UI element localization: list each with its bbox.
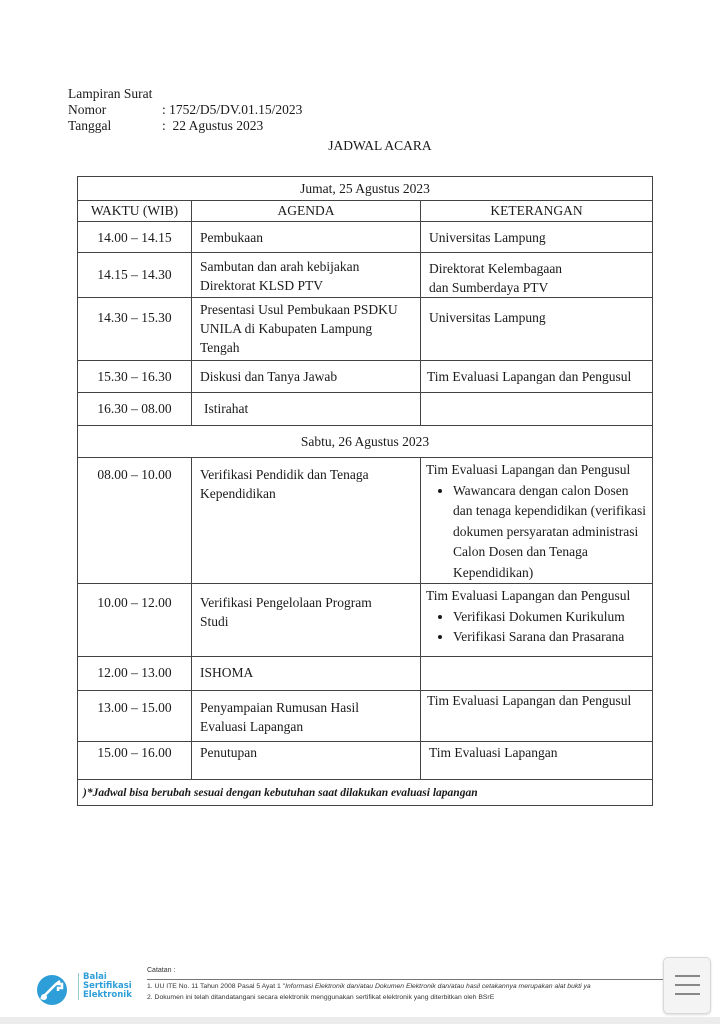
footer-note-1: [147, 983, 667, 990]
hamburger-menu-icon: [675, 975, 700, 977]
time-cell: 14.30 – 15.30: [78, 298, 192, 361]
col-header-keterangan: KETERANGAN: [421, 201, 653, 222]
time-cell: 12.00 – 13.00: [78, 657, 192, 691]
keterangan-cell: [421, 393, 653, 426]
note-row: [78, 780, 653, 806]
agenda-cell: Verifikasi Pengelolaan Program Studi: [192, 584, 421, 657]
keterangan-line: Direktorat Kelembagaan: [429, 261, 563, 276]
nomor-value: : 1752/D5/DV.01.15/2023: [162, 102, 303, 117]
agenda-cell: Penyampaian Rumusan Hasil Evaluasi Lapangan: [192, 691, 421, 742]
catatan-label: Catatan :: [147, 967, 176, 974]
menu-button[interactable]: [663, 957, 711, 1014]
table-row: [78, 584, 653, 657]
bullet-item: • Wawancara dengan calon Dosen dan tenaga kependidikan (verifikasi dokumen persyaratan administrasi Calon Dosen dan Tenaga Kependidikan): [453, 481, 650, 584]
note1-plain: 1. UU ITE No. 11 Tahun 2008 Pasal 5 Ayat 1 ": [147, 983, 286, 990]
agenda-cell: Penutupan: [192, 742, 421, 780]
time-cell: 08.00 – 10.00: [78, 458, 192, 584]
keterangan-bullets: [426, 607, 650, 648]
day-label: Jumat, 25 Agustus 2023: [78, 177, 653, 201]
agenda-cell: Pembukaan: [192, 222, 421, 253]
table-row: [78, 361, 653, 393]
keterangan-cell: [421, 584, 653, 657]
logo-line: Balai: [83, 972, 107, 982]
keterangan-cell: Universitas Lampung: [421, 298, 653, 361]
keterangan-bullets: [426, 481, 650, 584]
keterangan-title: Tim Evaluasi Lapangan dan Pengusul: [426, 462, 631, 477]
nomor-line: [68, 101, 302, 118]
hamburger-menu-icon: [675, 993, 700, 995]
time-cell: 10.00 – 12.00: [78, 584, 192, 657]
time-cell: 14.00 – 14.15: [78, 222, 192, 253]
schedule-note: )*Jadwal bisa berubah sesuai dengan kebutuhan saat dilakukan evaluasi lapangan: [78, 780, 653, 806]
header-row: [78, 201, 653, 222]
col-header-waktu: WAKTU (WIB): [78, 201, 192, 222]
bottom-bar: [0, 1017, 720, 1024]
lampiran-label: Lampiran Surat: [68, 86, 153, 101]
hamburger-menu-icon: [675, 984, 700, 986]
keterangan-cell: Tim Evaluasi Lapangan dan Pengusul: [421, 361, 653, 393]
col-header-agenda: AGENDA: [192, 201, 421, 222]
time-cell: 14.15 – 14.30: [78, 253, 192, 298]
agenda-cell: Presentasi Usul Pembukaan PSDKU UNILA di Kabupaten Lampung Tengah: [192, 298, 421, 361]
keterangan-line: dan Sumberdaya PTV: [429, 280, 549, 295]
agenda-cell: Diskusi dan Tanya Jawab: [192, 361, 421, 393]
tanggal-label: Tanggal: [68, 118, 112, 133]
keterangan-cell: [421, 253, 653, 298]
keterangan-cell: [421, 657, 653, 691]
document-title: JADWAL ACARA: [328, 138, 432, 153]
nomor-label: Nomor: [68, 102, 107, 117]
table-row: [78, 222, 653, 253]
agenda-cell: Sambutan dan arah kebijakan Direktorat KLSD PTV: [192, 253, 421, 298]
time-cell: 15.30 – 16.30: [78, 361, 192, 393]
keterangan-cell: Universitas Lampung: [421, 222, 653, 253]
day-label: Sabtu, 26 Agustus 2023: [78, 426, 653, 458]
table-row: [78, 253, 653, 298]
table-row: [78, 458, 653, 584]
keterangan-title: Tim Evaluasi Lapangan dan Pengusul: [426, 588, 631, 603]
agenda-cell: Istirahat: [192, 393, 421, 426]
keterangan-cell: Tim Evaluasi Lapangan dan Pengusul: [421, 691, 653, 742]
bsre-logo-text: [78, 973, 132, 1000]
logo-line: Sertifikasi: [83, 981, 132, 991]
day-row: [78, 177, 653, 201]
time-cell: 13.00 – 15.00: [78, 691, 192, 742]
tanggal-line: [68, 117, 263, 134]
bsre-logo-icon: [36, 975, 72, 1010]
logo-line: Elektronik: [83, 990, 132, 1000]
day-row: [78, 426, 653, 458]
keterangan-cell: [421, 458, 653, 584]
time-cell: 15.00 – 16.00: [78, 742, 192, 780]
table-row: [78, 393, 653, 426]
schedule-table: [77, 176, 653, 806]
bullet-item: • Verifikasi Dokumen Kurikulum: [453, 607, 650, 628]
bullet-item: • Verifikasi Sarana dan Prasarana: [453, 627, 650, 648]
note1-italic: Informasi Elektronik dan/atau Dokumen Elektronik dan/atau hasil cetakannya merupakan alat bukti ya: [285, 983, 591, 990]
catatan-divider: [147, 979, 667, 980]
tanggal-value: : 22 Agustus 2023: [162, 118, 264, 133]
time-cell: 16.30 – 08.00: [78, 393, 192, 426]
table-row: [78, 742, 653, 780]
table-row: [78, 298, 653, 361]
agenda-cell: ISHOMA: [192, 657, 421, 691]
agenda-cell: Verifikasi Pendidik dan Tenaga Kependidikan: [192, 458, 421, 584]
table-row: [78, 657, 653, 691]
footer-note-2: 2. Dokumen ini telah ditandatangani secara elektronik menggunakan sertifikat elektronik yang diterbitkan oleh BSrE: [147, 994, 495, 1001]
table-row: [78, 691, 653, 742]
keterangan-cell: Tim Evaluasi Lapangan: [421, 742, 653, 780]
